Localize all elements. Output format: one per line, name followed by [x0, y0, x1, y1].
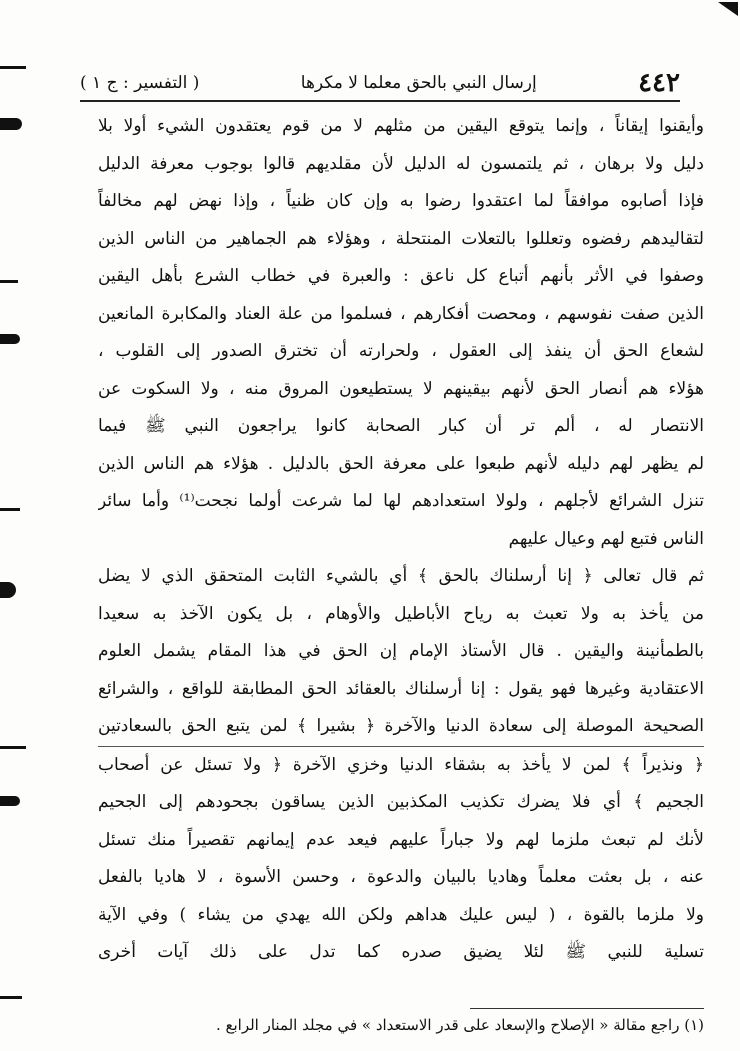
scan-edge-mark — [0, 280, 18, 283]
text-line: تسلية للنبي ﷺ لئلا يضيق صدره كما تدل على ذلك آيات أخرى — [98, 942, 704, 962]
text-line: الصحيحة الموصلة إلى سعادة الدنيا والآخرة ﴿ بشيرا ﴾ لمن يتبع الحق بالسعادتين — [98, 708, 704, 747]
text-line: الاعتقادية وغيرها فهو يقول : إنا أرسلناك بالعقائد الحق المطابقة للواقع ، والشرائع — [98, 678, 704, 699]
text-line: بالطمأنينة واليقين . قال الأستاذ الإمام إن الحق في هذا المقام يشمل العلوم — [98, 641, 704, 661]
scan-edge-mark — [0, 118, 22, 130]
scan-edge-mark — [0, 996, 22, 999]
scan-edge-mark — [0, 508, 20, 511]
text-line: ولا ملزما بالقوة ، ( ليس عليك هداهم ولكن الله يهدي من يشاء ) وفي الآية — [98, 904, 704, 925]
scan-edge-mark — [0, 334, 20, 344]
text-line: الجحيم ﴾ أي فلا يضرك تكذيب المكذبين الذين يساقون بجحودهم إلى الجحيم — [98, 792, 704, 812]
footnote-divider — [470, 1008, 704, 1009]
scan-edge-mark — [0, 746, 26, 749]
book-reference: ( التفسير : ج ١ ) — [80, 73, 200, 93]
footnote: (١) راجع مقالة « الإصلاح والإسعاد على قدر الاستعداد » في مجلد المنار الرابع . — [215, 1016, 704, 1034]
text-line: من يأخذ به ولا تعبث به رياح الأباطيل والأوهام ، بل يكون الآخذ به سعيدا — [98, 603, 704, 624]
text-line: فإذا أصابوه موافقاً لما اعتقدوا رضوا به وإن كان ظنياً ، وإذا نهض لهم مخالفاً — [98, 191, 704, 211]
text-line: لأنك لم تبعث ملزما لهم ولا جباراً عليهم فيعد عدم إيمانهم تقصيراً منك تسئل — [98, 829, 704, 850]
text-line: هؤلاء هم أنصار الحق لأنهم بيقينهم لا يستطيعون المروق منه ، ولا السكوت عن — [98, 378, 704, 399]
text-line: لم يظهر لهم دليله لأنهم طبعوا على معرفة الحق بالدليل . هؤلاء هم الناس الذين — [98, 453, 704, 474]
text-line: دليل ولا برهان ، ثم يلتمسون له الدليل لأن مقلديهم قالوا بوجوب معرفة الدليل — [98, 153, 704, 174]
scan-edge-mark — [0, 796, 20, 806]
text-line: وصفوا في الأثر بأنهم أتباع كل ناعق : والعبرة في خطاب الشرع بأهل اليقين — [98, 266, 704, 286]
body-text — [98, 108, 704, 972]
page-header — [80, 62, 680, 102]
scan-edge-mark — [0, 582, 16, 598]
corner-arrow-icon — [714, 0, 740, 18]
text-line: تنزل الشرائع لأجلهم ، ولولا استعدادهم لها لما شرعت أولما نجحت⁽¹⁾ وأما سائر — [98, 491, 704, 511]
text-line-paragraph-end: الناس فتبع لهم وعيال عليهم — [508, 528, 704, 549]
scan-edge-mark — [0, 66, 26, 69]
text-line: ﴿ ونذيراً ﴾ لمن لا يأخذ به بشقاء الدنيا وخزي الآخرة ﴿ ولا تسئل عن أصحاب — [98, 754, 704, 775]
text-line: لتقاليدهم رفضوه وتعللوا بالتعلات المنتحلة ، وهؤلاء هم الجماهير من الناس الذين — [98, 228, 704, 249]
text-line: الانتصار له ، ألم تر أن كبار الصحابة كانوا يراجعون النبي ﷺ فيما — [98, 416, 704, 436]
text-line: الذين صفت نفوسهم ، ومحصت أفكارهم ، فسلموا من علة العناد والمكابرة المانعين — [98, 303, 704, 324]
text-line: ثم قال تعالى ﴿ إنا أرسلناك بالحق ﴾ أي بالشيء الثابت المتحقق الذي لا يضل — [98, 566, 704, 586]
running-title: إرسال النبي بالحق معلما لا مكرها — [300, 73, 537, 93]
text-line: عنه ، بل بعثت معلماً وهاديا بالبيان والدعوة ، وحسن الأسوة ، لا هاديا بالفعل — [98, 867, 704, 887]
text-line: لشعاع الحق أن ينفذ إلى العقول ، ولحرارته أن تخترق الصدور إلى القلوب ، — [98, 341, 704, 361]
page-number: ٤٤٢ — [638, 68, 680, 98]
text-line: وأيقنوا إيقاناً ، وإنما يتوقع اليقين من مثلهم لا من قوم يعتقدون الشيء أولا بلا — [98, 116, 704, 136]
